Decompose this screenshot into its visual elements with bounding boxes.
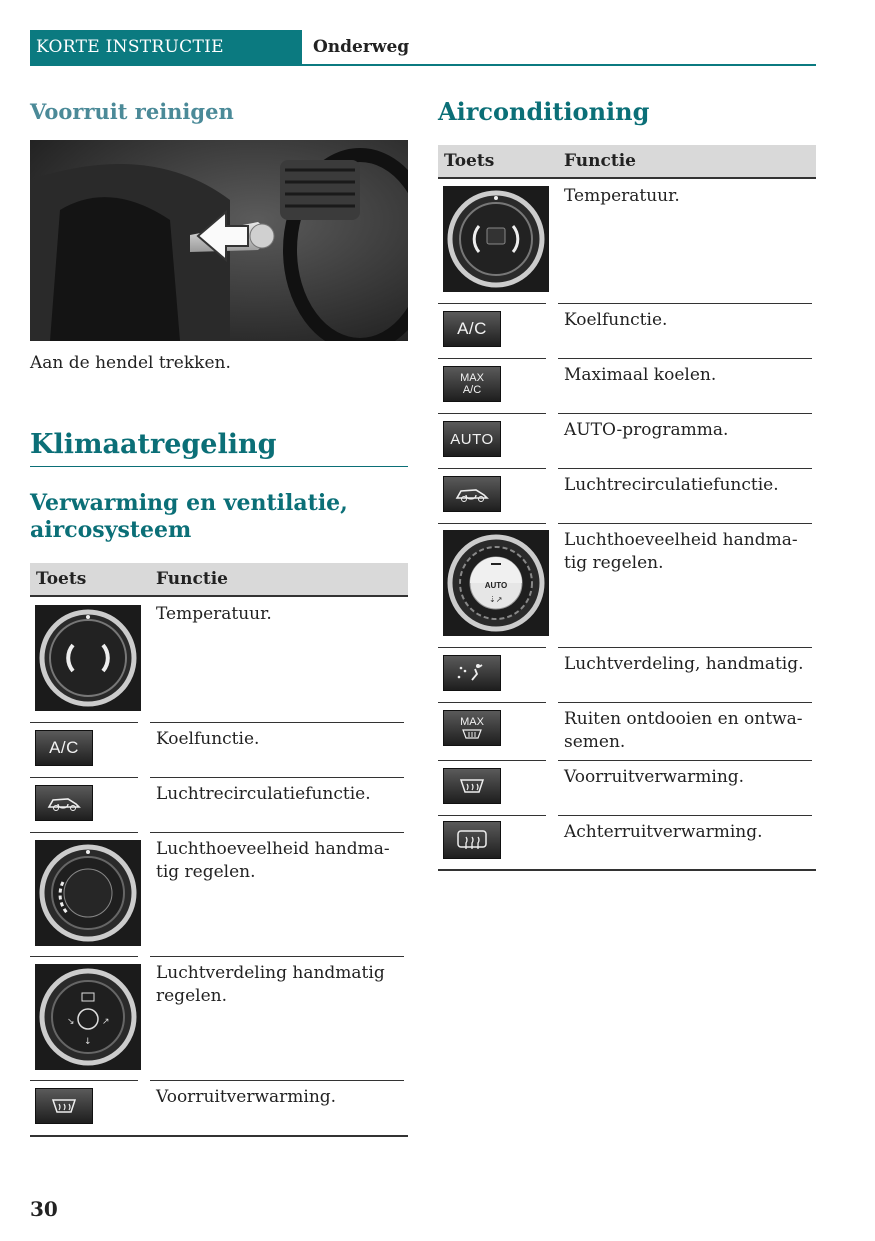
row-desc: Maximaal koelen. xyxy=(564,365,717,385)
svg-text:↘: ↘ xyxy=(67,1017,75,1027)
col-functie: Functie xyxy=(156,569,228,589)
airco-heading: Airconditioning xyxy=(438,97,650,126)
ac-button-icon xyxy=(443,311,501,347)
ac-button-label: A/C xyxy=(457,319,487,338)
verwarming-heading-line1: Verwarming en ventilatie, xyxy=(30,490,348,516)
air-volume-knob-icon xyxy=(443,530,549,636)
ac-button-label: A/C xyxy=(49,738,79,757)
auto-button-icon xyxy=(443,421,501,457)
air-distribution-icon xyxy=(443,655,501,691)
row-desc: Temperatuur. xyxy=(564,186,680,206)
row-desc-line1: Luchtverdeling handmatig xyxy=(156,963,385,983)
chapter-title: Onderweg xyxy=(313,37,410,57)
air-distribution-knob-icon xyxy=(35,964,141,1070)
section-tab: KORTE INSTRUCTIE xyxy=(30,30,302,64)
row-desc: Voorruitverwarming. xyxy=(564,767,745,787)
table-row xyxy=(438,815,816,870)
svg-text:↗: ↗ xyxy=(102,1017,110,1027)
verwarming-heading xyxy=(30,490,348,544)
wiper-lever-photo xyxy=(30,140,408,341)
max-ac-button-icon xyxy=(443,366,501,402)
page-number: 30 xyxy=(30,1197,58,1221)
table-bottom-rule xyxy=(438,869,816,871)
row-desc xyxy=(156,962,385,1008)
table-row xyxy=(438,760,816,815)
row-desc: Luchtrecirculatiefunctie. xyxy=(564,475,779,495)
table-row xyxy=(30,777,408,832)
verwarming-heading-line2: aircosysteem xyxy=(30,517,192,543)
voorruit-heading: Voorruit reinigen xyxy=(30,99,234,124)
recirculation-icon xyxy=(443,476,501,512)
windshield-heating-icon xyxy=(35,1088,93,1124)
col-functie: Functie xyxy=(564,151,636,171)
klimaat-divider xyxy=(30,466,408,467)
voorruit-caption: Aan de hendel trekken. xyxy=(30,353,231,373)
row-desc xyxy=(564,529,798,575)
table-row xyxy=(30,1080,408,1135)
row-desc xyxy=(156,838,390,884)
table-row xyxy=(438,702,816,760)
row-desc-line2: regelen. xyxy=(156,986,227,1006)
table-row xyxy=(438,468,816,523)
svg-text:↓: ↓ xyxy=(84,1037,92,1047)
row-desc-line1: Luchthoeveelheid handma- xyxy=(564,530,798,550)
table-row xyxy=(438,647,816,702)
table-header xyxy=(438,145,816,179)
right-function-table xyxy=(438,145,816,872)
header-divider xyxy=(30,64,816,66)
row-desc: Achterruitverwarming. xyxy=(564,822,763,842)
row-desc: Koelfunctie. xyxy=(564,310,668,330)
table-row xyxy=(438,523,816,647)
max-label: MAX xyxy=(460,716,484,728)
windshield-heating-icon xyxy=(443,768,501,804)
row-desc: Voorruitverwarming. xyxy=(156,1087,337,1107)
table-row xyxy=(30,832,408,957)
table-bottom-rule xyxy=(30,1135,408,1137)
row-desc-line1: Ruiten ontdooien en ontwa- xyxy=(564,709,803,729)
left-function-table xyxy=(30,563,408,1138)
defrost-max-icon xyxy=(443,710,501,746)
klimaat-heading: Klimaatregeling xyxy=(30,429,277,460)
table-row xyxy=(438,303,816,358)
row-desc: Luchtrecirculatiefunctie. xyxy=(156,784,371,804)
row-desc: Temperatuur. xyxy=(156,604,272,624)
row-desc: AUTO-programma. xyxy=(564,420,729,440)
row-desc-line2: semen. xyxy=(564,732,626,752)
table-row xyxy=(438,413,816,468)
rear-window-heating-icon xyxy=(443,821,501,859)
row-desc: Koelfunctie. xyxy=(156,729,260,749)
table-row xyxy=(30,597,408,722)
max-label: MAX xyxy=(460,372,484,384)
temperature-knob-icon xyxy=(35,605,141,711)
row-desc-line2: tig regelen. xyxy=(564,553,664,573)
row-desc-line1: Luchthoeveelheid handma- xyxy=(156,839,390,859)
temperature-knob-icon xyxy=(443,186,549,292)
ac-button-icon xyxy=(35,730,93,766)
table-row xyxy=(438,179,816,303)
knob-auto-label: AUTO xyxy=(484,581,508,590)
row-desc xyxy=(564,708,803,754)
col-toets: Toets xyxy=(36,569,87,589)
table-row xyxy=(30,956,408,1081)
table-row xyxy=(438,358,816,413)
row-desc-line2: tig regelen. xyxy=(156,862,256,882)
row-desc: Luchtverdeling, handmatig. xyxy=(564,654,804,674)
col-toets: Toets xyxy=(444,151,495,171)
ac-label: A/C xyxy=(462,384,482,396)
table-row xyxy=(30,722,408,777)
auto-label: AUTO xyxy=(450,430,494,448)
svg-text:⇣↗: ⇣↗ xyxy=(489,595,503,604)
recirculation-icon xyxy=(35,785,93,821)
table-header xyxy=(30,563,408,597)
air-volume-knob-icon xyxy=(35,840,141,946)
